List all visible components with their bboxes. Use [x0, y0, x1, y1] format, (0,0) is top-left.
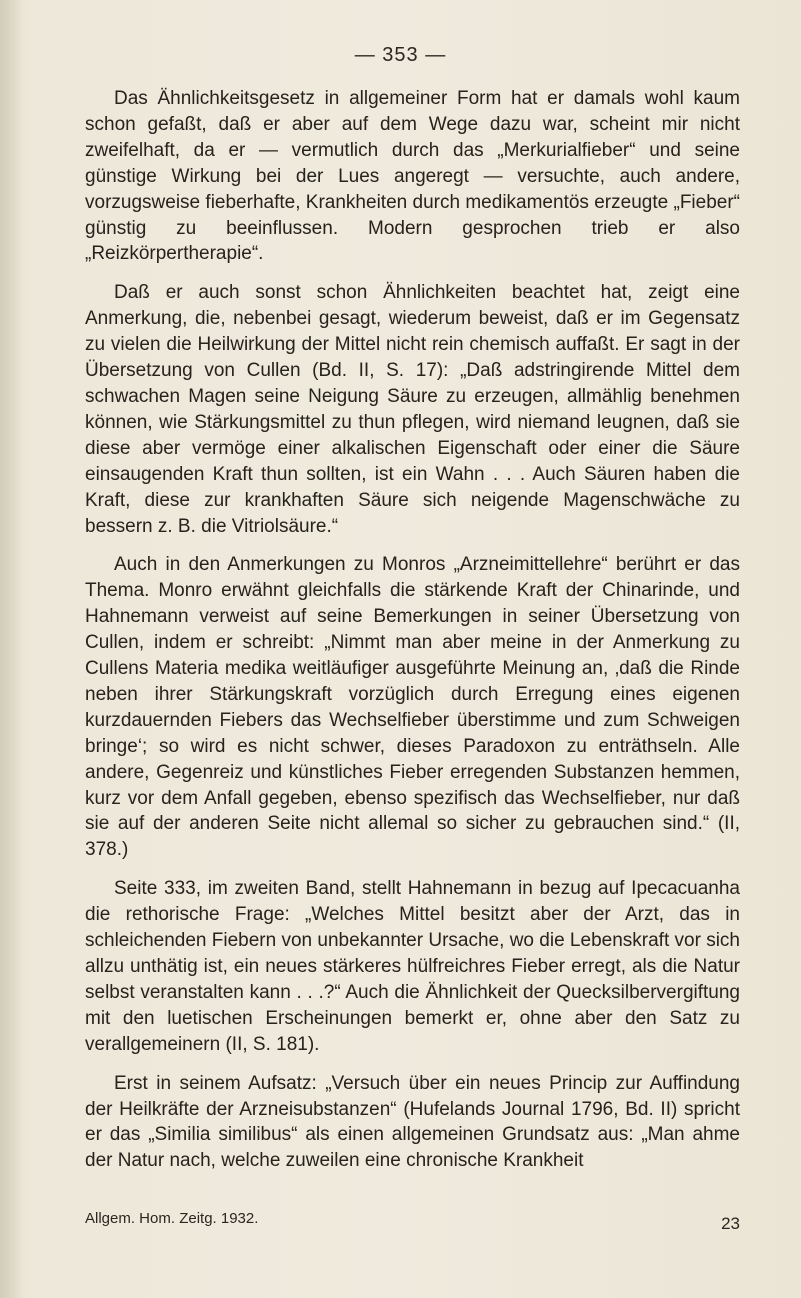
journal-citation: Allgem. Hom. Zeitg. 1932. [85, 1210, 259, 1227]
paragraph-2: Daß er auch sonst schon Ähnlichkeiten beachtet hat, zeigt eine Anmerkung, die, nebenbei gesagt, wiederum beweist, daß er im Gegensatz zu vielen die Heilwirkung der Mittel nicht rein chemisch auffaßt. Er sagt in der Übersetzung von Cullen (Bd. II, S. 17): „Daß adstringirende Mittel dem schwachen Magen seine Neigung Säure zu erzeugen, allmählig benehmen können, wie Stärkungsmittel zu thun pflegen, wird niemand leugnen, daß sie diese aber vermöge einer alkalischen Eigenschaft oder einer die Säure einsaugenden Kraft thun sollten, ist ein Wahn . . . Auch Säuren haben die Kraft, diese zur krankhaften Säure sich neigende Magenschwäche zu bessern z. B. die Vitriolsäure.“ [85, 282, 740, 537]
body-text [85, 86, 740, 1174]
binding-shadow [0, 0, 22, 1298]
page-footer [85, 1210, 740, 1234]
page-number: — 353 — [354, 44, 447, 66]
paragraph-3: Auch in den Anmerkungen zu Monros „Arzneimittellehre“ berührt er das Thema. Monro erwähnt gleichfalls die stärkende Kraft der Chinarinde, und Hahnemann verweist auf seine Bemerkungen in seiner Übersetzung von Cullen, indem er schreibt: „Nimmt man aber meine in der Anmerkung zu Cullens Materia medika weitläufiger ausgeführte Meinung an, ‚daß die Rinde neben ihrer Stärkungskraft vorzüglich durch Erregung eines eigenen kurzdauernden Fiebers das Wechselfieber überstimme und zum Schweigen bringe‘; so wird es nicht schwer, dieses Paradoxon zu enträthseln. Alle andere, Gegenreiz und künstliches Fieber erregenden Substanzen hemmen, kurz vor dem Anfall gegeben, ebenso spezifisch das Wechselfieber, nur daß sie auf der anderen Seite nicht allemal so sicher zu gebrauchen sind.“ (II, 378.) [85, 554, 740, 861]
sheet-signature: 23 [721, 1214, 740, 1233]
paragraph-1: Das Ähnlichkeitsgesetz in allgemeiner Form hat er damals wohl kaum schon gefaßt, daß er aber auf dem Wege dazu war, scheint mir nicht zweifelhaft, da er — vermutlich durch das „Merkurialfieber“ und seine günstige Wirkung bei der Lues angeregt — versuchte, auch andere, vorzugsweise fieberhafte, Krankheiten durch medikamentös erzeugte „Fieber“ günstig zu beeinflussen. Modern gesprochen trieb er also „Reizkörpertherapie“. [85, 88, 740, 265]
paragraph-4: Seite 333, im zweiten Band, stellt Hahnemann in bezug auf Ipecacuanha die rethorische Frage: „Welches Mittel besitzt aber der Arzt, das in schleichenden Fiebern von unbekannter Ursache, wo die Lebenskraft vor sich allzu unthätig ist, ein neues stärkeres hülfreichres Fieber erregt, als die Natur selbst veranstalten kann . . .?“ Auch die Ähnlichkeit der Quecksilbervergiftung mit den luetischen Erscheinungen bemerkt er, ohne aber den Satz zu verallgemeinern (II, S. 181). [85, 878, 740, 1055]
paragraph-5: Erst in seinem Aufsatz: „Versuch über ein neues Princip zur Auffindung der Heilkräfte der Arzneisubstanzen“ (Hufelands Journal 1796, Bd. II) spricht er das „Similia similibus“ als einen allgemeinen Grundsatz aus: „Man ahme der Natur nach, welche zuweilen eine chronische Krankheit [85, 1072, 740, 1172]
